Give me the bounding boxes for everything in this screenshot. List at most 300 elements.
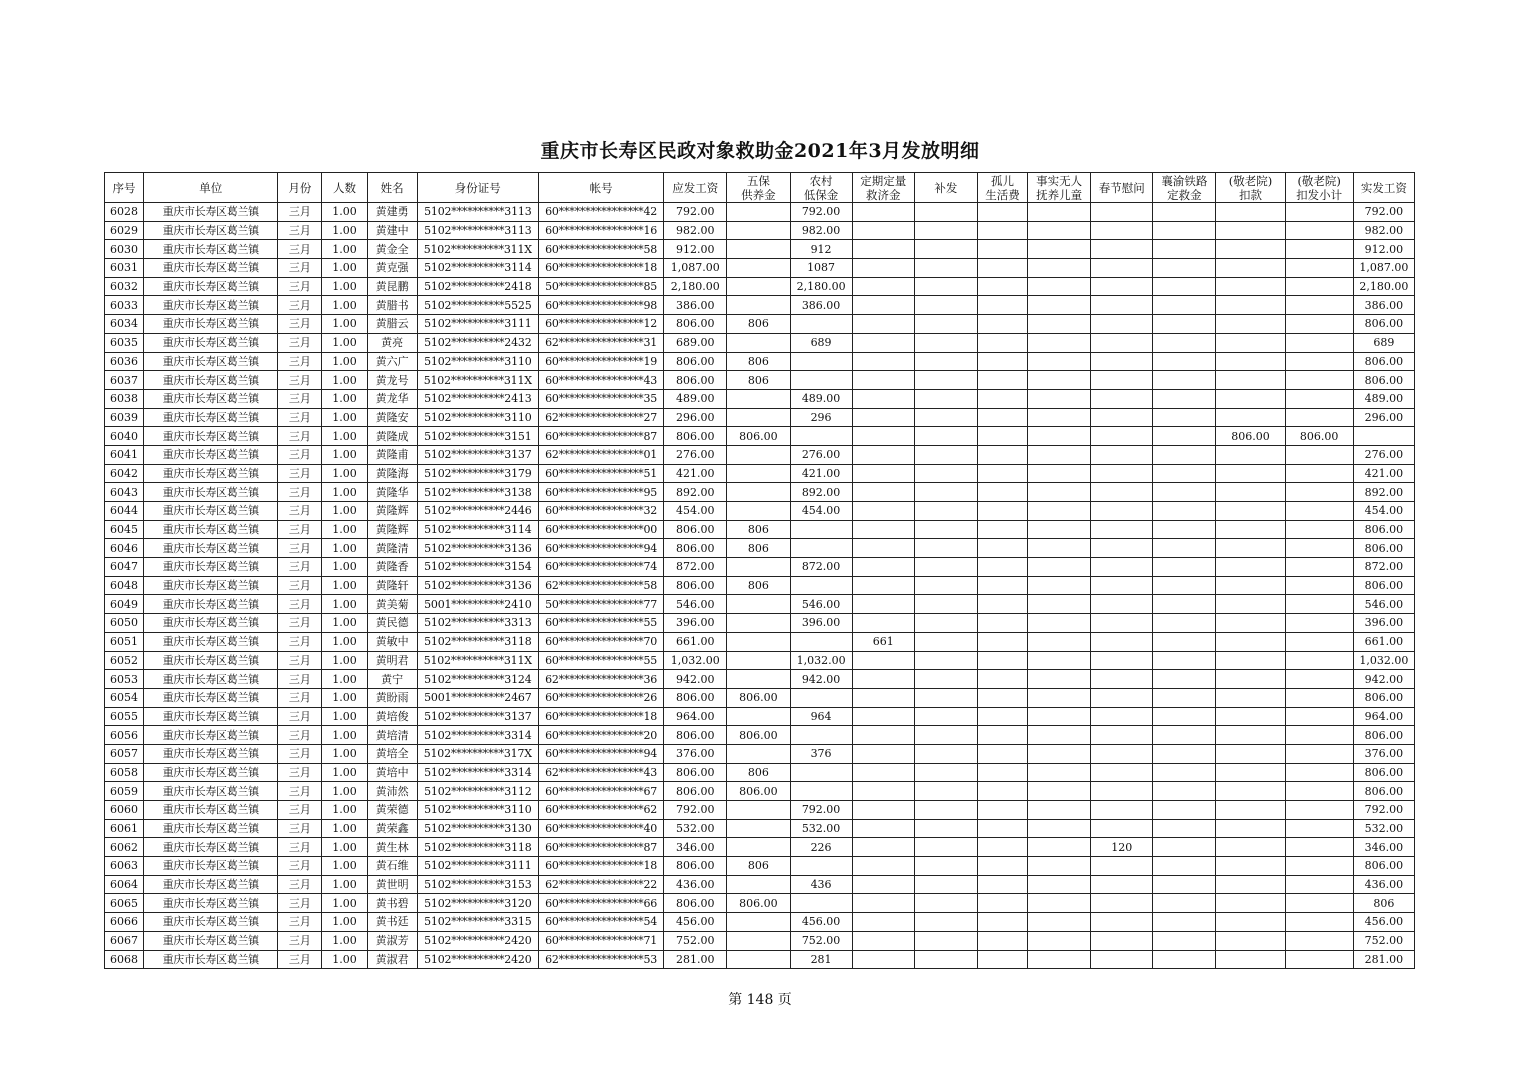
- table-cell: 1.00: [322, 819, 367, 838]
- table-cell: [727, 819, 790, 838]
- table-cell: 黄淑芳: [367, 931, 417, 950]
- table-cell: 6032: [105, 277, 144, 296]
- table-cell: 重庆市长寿区葛兰镇: [144, 913, 278, 932]
- table-cell: 重庆市长寿区葛兰镇: [144, 782, 278, 801]
- table-row: [105, 875, 1415, 894]
- table-cell: 黄昆鹏: [367, 277, 417, 296]
- table-cell: [977, 277, 1027, 296]
- table-cell: 6038: [105, 389, 144, 408]
- table-cell: [1216, 857, 1285, 876]
- table-cell: 6044: [105, 502, 144, 521]
- table-cell: 421.00: [664, 464, 727, 483]
- table-cell: [790, 315, 852, 334]
- table-cell: 1.00: [322, 857, 367, 876]
- table-cell: [1091, 875, 1153, 894]
- table-cell: 752.00: [1353, 931, 1414, 950]
- table-cell: 892.00: [1353, 483, 1414, 502]
- table-cell: [1091, 259, 1153, 278]
- table-cell: 806: [727, 520, 790, 539]
- table-cell: 806.00: [1285, 427, 1353, 446]
- table-cell: 60****************87: [538, 838, 663, 857]
- table-cell: 60****************98: [538, 296, 663, 315]
- table-cell: 6057: [105, 744, 144, 763]
- table-cell: [1153, 333, 1216, 352]
- table-cell: [977, 221, 1027, 240]
- table-cell: 5102**********3151: [417, 427, 538, 446]
- table-cell: 重庆市长寿区葛兰镇: [144, 670, 278, 689]
- table-cell: [1353, 427, 1414, 446]
- table-cell: 60****************51: [538, 464, 663, 483]
- table-cell: 1.00: [322, 838, 367, 857]
- table-cell: [977, 259, 1027, 278]
- table-cell: [727, 296, 790, 315]
- table-cell: [977, 576, 1027, 595]
- table-cell: 892.00: [664, 483, 727, 502]
- table-cell: 2,180.00: [664, 277, 727, 296]
- table-cell: 1.00: [322, 726, 367, 745]
- table-cell: [1285, 726, 1353, 745]
- table-cell: 396.00: [790, 614, 852, 633]
- table-cell: 5102**********3313: [417, 614, 538, 633]
- table-cell: [914, 445, 977, 464]
- column-header: 五保 供养金: [727, 173, 790, 203]
- table-cell: [1153, 819, 1216, 838]
- table-cell: [1028, 875, 1091, 894]
- table-cell: 5102**********2420: [417, 931, 538, 950]
- table-row: [105, 371, 1415, 390]
- table-cell: [1091, 931, 1153, 950]
- table-cell: 964.00: [664, 707, 727, 726]
- table-cell: [1153, 277, 1216, 296]
- column-header: 姓名: [367, 173, 417, 203]
- table-cell: 276.00: [790, 445, 852, 464]
- table-cell: [1091, 595, 1153, 614]
- table-cell: [1153, 445, 1216, 464]
- table-cell: 60****************00: [538, 520, 663, 539]
- table-cell: [977, 744, 1027, 763]
- table-row: [105, 558, 1415, 577]
- table-cell: 60****************58: [538, 240, 663, 259]
- table-cell: 1.00: [322, 744, 367, 763]
- table-cell: [1091, 352, 1153, 371]
- table-row: [105, 838, 1415, 857]
- table-cell: [1153, 651, 1216, 670]
- table-cell: 重庆市长寿区葛兰镇: [144, 221, 278, 240]
- table-cell: [1216, 389, 1285, 408]
- table-cell: 黄书碧: [367, 894, 417, 913]
- table-cell: 重庆市长寿区葛兰镇: [144, 576, 278, 595]
- table-cell: 1.00: [322, 483, 367, 502]
- table-cell: 三月: [278, 614, 322, 633]
- table-cell: 黄六广: [367, 352, 417, 371]
- table-cell: 964.00: [1353, 707, 1414, 726]
- table-cell: 三月: [278, 315, 322, 334]
- table-cell: 重庆市长寿区葛兰镇: [144, 502, 278, 521]
- table-cell: [1091, 483, 1153, 502]
- table-cell: 806.00: [1353, 857, 1414, 876]
- table-row: [105, 763, 1415, 782]
- table-cell: 396.00: [1353, 614, 1414, 633]
- table-cell: 重庆市长寿区葛兰镇: [144, 838, 278, 857]
- table-cell: 806.00: [727, 688, 790, 707]
- table-cell: 60****************94: [538, 744, 663, 763]
- table-cell: [914, 913, 977, 932]
- table-cell: 5102**********3110: [417, 408, 538, 427]
- table-cell: 806: [727, 315, 790, 334]
- table-cell: 806.00: [664, 539, 727, 558]
- table-cell: [1216, 296, 1285, 315]
- table-cell: 489.00: [790, 389, 852, 408]
- table-cell: [790, 763, 852, 782]
- table-cell: [1153, 894, 1216, 913]
- table-cell: 456.00: [1353, 913, 1414, 932]
- table-cell: 重庆市长寿区葛兰镇: [144, 296, 278, 315]
- table-row: [105, 240, 1415, 259]
- table-cell: 454.00: [790, 502, 852, 521]
- table-row: [105, 502, 1415, 521]
- table-cell: [852, 707, 914, 726]
- table-cell: 792.00: [790, 203, 852, 222]
- table-cell: 重庆市长寿区葛兰镇: [144, 632, 278, 651]
- table-cell: 5102**********3118: [417, 838, 538, 857]
- table-cell: 黄隆轩: [367, 576, 417, 595]
- table-cell: [1216, 352, 1285, 371]
- table-cell: 60****************26: [538, 688, 663, 707]
- table-cell: 60****************42: [538, 203, 663, 222]
- table-cell: 806.00: [1353, 688, 1414, 707]
- table-cell: [1028, 352, 1091, 371]
- table-cell: [914, 819, 977, 838]
- table-cell: [1285, 763, 1353, 782]
- table-cell: [1216, 259, 1285, 278]
- table-cell: [1153, 707, 1216, 726]
- table-cell: [977, 875, 1027, 894]
- table-cell: 1.00: [322, 203, 367, 222]
- table-cell: [1153, 408, 1216, 427]
- table-cell: [1028, 483, 1091, 502]
- table-cell: [727, 651, 790, 670]
- table-cell: [1091, 894, 1153, 913]
- table-cell: 689: [790, 333, 852, 352]
- table-cell: [1285, 483, 1353, 502]
- table-cell: [1091, 203, 1153, 222]
- table-cell: 806.00: [1353, 352, 1414, 371]
- table-row: [105, 277, 1415, 296]
- table-cell: 5102**********3136: [417, 576, 538, 595]
- table-cell: [1216, 801, 1285, 820]
- table-cell: 三月: [278, 726, 322, 745]
- table-cell: [852, 651, 914, 670]
- table-cell: [1216, 670, 1285, 689]
- table-cell: [977, 595, 1027, 614]
- table-cell: 689.00: [664, 333, 727, 352]
- table-cell: [852, 838, 914, 857]
- table-cell: [852, 259, 914, 278]
- table-cell: [790, 576, 852, 595]
- table-cell: 806.00: [1353, 576, 1414, 595]
- table-cell: [1285, 408, 1353, 427]
- table-cell: [977, 614, 1027, 633]
- table-cell: [1028, 502, 1091, 521]
- table-cell: [1028, 670, 1091, 689]
- table-cell: 1,087.00: [664, 259, 727, 278]
- table-cell: [727, 203, 790, 222]
- table-cell: [790, 688, 852, 707]
- table-cell: [977, 763, 1027, 782]
- table-cell: 1.00: [322, 688, 367, 707]
- table-cell: [1153, 931, 1216, 950]
- table-cell: 6065: [105, 894, 144, 913]
- table-cell: [1216, 894, 1285, 913]
- table-cell: 912.00: [1353, 240, 1414, 259]
- table-cell: [1285, 931, 1353, 950]
- table-cell: [790, 857, 852, 876]
- table-cell: 872.00: [790, 558, 852, 577]
- table-cell: [914, 240, 977, 259]
- table-cell: [977, 819, 1027, 838]
- table-cell: [1153, 614, 1216, 633]
- table-cell: [977, 520, 1027, 539]
- table-cell: [1285, 838, 1353, 857]
- table-cell: [1285, 333, 1353, 352]
- table-cell: 1.00: [322, 782, 367, 801]
- table-cell: 黄培中: [367, 763, 417, 782]
- table-cell: [852, 913, 914, 932]
- table-cell: [1216, 502, 1285, 521]
- table-cell: [1028, 389, 1091, 408]
- table-cell: [914, 389, 977, 408]
- table-cell: 重庆市长寿区葛兰镇: [144, 726, 278, 745]
- table-cell: [852, 614, 914, 633]
- table-cell: [852, 857, 914, 876]
- table-cell: [1028, 688, 1091, 707]
- table-cell: [1216, 371, 1285, 390]
- table-cell: [914, 352, 977, 371]
- table-cell: 三月: [278, 240, 322, 259]
- table-cell: [1153, 221, 1216, 240]
- table-cell: 5102**********3110: [417, 801, 538, 820]
- table-cell: [1028, 221, 1091, 240]
- table-cell: [1285, 576, 1353, 595]
- table-cell: [1285, 445, 1353, 464]
- table-cell: 942.00: [1353, 670, 1414, 689]
- table-cell: 黄克强: [367, 259, 417, 278]
- table-cell: 60****************70: [538, 632, 663, 651]
- table-cell: 60****************20: [538, 726, 663, 745]
- table-cell: [852, 558, 914, 577]
- table-row: [105, 614, 1415, 633]
- table-row: [105, 670, 1415, 689]
- table-cell: 三月: [278, 445, 322, 464]
- table-cell: [1153, 371, 1216, 390]
- table-cell: 60****************74: [538, 558, 663, 577]
- table-cell: 5102**********3136: [417, 539, 538, 558]
- table-cell: 60****************19: [538, 352, 663, 371]
- table-cell: 黄明君: [367, 651, 417, 670]
- table-cell: [1091, 950, 1153, 969]
- table-cell: [852, 333, 914, 352]
- column-header: 孤儿 生活费: [977, 173, 1027, 203]
- table-cell: 1.00: [322, 539, 367, 558]
- table-cell: 1.00: [322, 913, 367, 932]
- table-cell: 5102**********3113: [417, 203, 538, 222]
- table-cell: 806: [727, 857, 790, 876]
- table-cell: 1.00: [322, 445, 367, 464]
- table-cell: 重庆市长寿区葛兰镇: [144, 931, 278, 950]
- table-cell: [1028, 950, 1091, 969]
- table-cell: [852, 408, 914, 427]
- table-cell: 1.00: [322, 408, 367, 427]
- table-cell: [1153, 240, 1216, 259]
- table-cell: 1.00: [322, 371, 367, 390]
- table-cell: [1028, 277, 1091, 296]
- table-cell: [727, 483, 790, 502]
- table-cell: 1.00: [322, 464, 367, 483]
- table-row: [105, 427, 1415, 446]
- table-cell: 1.00: [322, 894, 367, 913]
- table-cell: 重庆市长寿区葛兰镇: [144, 614, 278, 633]
- table-cell: [977, 782, 1027, 801]
- table-row: [105, 913, 1415, 932]
- table-cell: 661.00: [1353, 632, 1414, 651]
- table-cell: 50****************85: [538, 277, 663, 296]
- table-cell: 1.00: [322, 632, 367, 651]
- table-cell: [1285, 875, 1353, 894]
- table-cell: 546.00: [1353, 595, 1414, 614]
- table-cell: [977, 651, 1027, 670]
- table-cell: [914, 483, 977, 502]
- table-cell: 三月: [278, 296, 322, 315]
- column-header: 月份: [278, 173, 322, 203]
- table-cell: 806.00: [664, 857, 727, 876]
- table-cell: [1091, 558, 1153, 577]
- table-cell: [977, 931, 1027, 950]
- table-cell: [790, 427, 852, 446]
- table-cell: 三月: [278, 203, 322, 222]
- table-cell: 黄盼雨: [367, 688, 417, 707]
- table-cell: 三月: [278, 259, 322, 278]
- table-cell: [914, 427, 977, 446]
- table-cell: 806: [727, 576, 790, 595]
- table-cell: 1.00: [322, 333, 367, 352]
- table-cell: [977, 296, 1027, 315]
- table-cell: 三月: [278, 838, 322, 857]
- page-number: 第 148 页: [728, 992, 792, 1008]
- table-cell: 532.00: [664, 819, 727, 838]
- table-cell: 黄宁: [367, 670, 417, 689]
- table-cell: [977, 670, 1027, 689]
- table-cell: 120: [1091, 838, 1153, 857]
- table-cell: 6037: [105, 371, 144, 390]
- table-cell: [914, 931, 977, 950]
- table-cell: 1.00: [322, 614, 367, 633]
- table-cell: 60****************54: [538, 913, 663, 932]
- table-cell: [1216, 744, 1285, 763]
- table-cell: 重庆市长寿区葛兰镇: [144, 763, 278, 782]
- table-cell: 重庆市长寿区葛兰镇: [144, 688, 278, 707]
- table-cell: [727, 502, 790, 521]
- column-header: (敬老院) 扣款: [1216, 173, 1285, 203]
- table-cell: 5102**********2446: [417, 502, 538, 521]
- table-cell: [1028, 801, 1091, 820]
- table-cell: 60****************95: [538, 483, 663, 502]
- table-cell: [1028, 259, 1091, 278]
- page-title: 重庆市长寿区民政对象救助金2021年3月发放明细: [540, 140, 980, 162]
- table-cell: [1153, 558, 1216, 577]
- table-cell: 806.00: [664, 427, 727, 446]
- table-cell: [977, 389, 1027, 408]
- table-cell: [1028, 333, 1091, 352]
- table-cell: [914, 576, 977, 595]
- table-cell: [727, 744, 790, 763]
- table-row: [105, 520, 1415, 539]
- table-cell: 6043: [105, 483, 144, 502]
- table-cell: 黄书廷: [367, 913, 417, 932]
- table-cell: 重庆市长寿区葛兰镇: [144, 520, 278, 539]
- table-cell: [1216, 408, 1285, 427]
- table-cell: 三月: [278, 502, 322, 521]
- table-cell: 三月: [278, 352, 322, 371]
- table-cell: 421.00: [1353, 464, 1414, 483]
- table-cell: [1028, 857, 1091, 876]
- table-cell: [1153, 483, 1216, 502]
- table-cell: [977, 894, 1027, 913]
- table-cell: 806: [1353, 894, 1414, 913]
- table-cell: [977, 408, 1027, 427]
- table-cell: [1091, 520, 1153, 539]
- table-cell: [790, 539, 852, 558]
- table-cell: 三月: [278, 688, 322, 707]
- table-row: [105, 744, 1415, 763]
- relief-payment-table: [104, 172, 1415, 969]
- table-cell: 重庆市长寿区葛兰镇: [144, 408, 278, 427]
- table-row: [105, 296, 1415, 315]
- table-cell: [1153, 502, 1216, 521]
- table-row: [105, 259, 1415, 278]
- table-cell: [1153, 782, 1216, 801]
- table-cell: [977, 445, 1027, 464]
- table-cell: [1091, 576, 1153, 595]
- table-row: [105, 782, 1415, 801]
- table-cell: [1091, 670, 1153, 689]
- table-header: [105, 173, 1415, 203]
- table-cell: 2,180.00: [1353, 277, 1414, 296]
- table-cell: [1216, 315, 1285, 334]
- table-cell: [977, 558, 1027, 577]
- table-cell: [977, 838, 1027, 857]
- table-cell: [977, 726, 1027, 745]
- table-cell: [1028, 782, 1091, 801]
- table-cell: 黄隆甫: [367, 445, 417, 464]
- table-cell: 5001**********2467: [417, 688, 538, 707]
- table-cell: 1.00: [322, 502, 367, 521]
- table-cell: 5102**********3315: [417, 913, 538, 932]
- table-cell: [1028, 408, 1091, 427]
- table-cell: 三月: [278, 539, 322, 558]
- table-cell: [1216, 203, 1285, 222]
- table-cell: [1091, 632, 1153, 651]
- table-cell: 6060: [105, 801, 144, 820]
- table-cell: [914, 838, 977, 857]
- column-header: 春节慰问: [1091, 173, 1153, 203]
- column-header: 身份证号: [417, 173, 538, 203]
- table-cell: 6051: [105, 632, 144, 651]
- table-cell: 三月: [278, 782, 322, 801]
- table-cell: 60****************18: [538, 857, 663, 876]
- table-cell: 黄培全: [367, 744, 417, 763]
- table-cell: 60****************67: [538, 782, 663, 801]
- table-cell: [914, 558, 977, 577]
